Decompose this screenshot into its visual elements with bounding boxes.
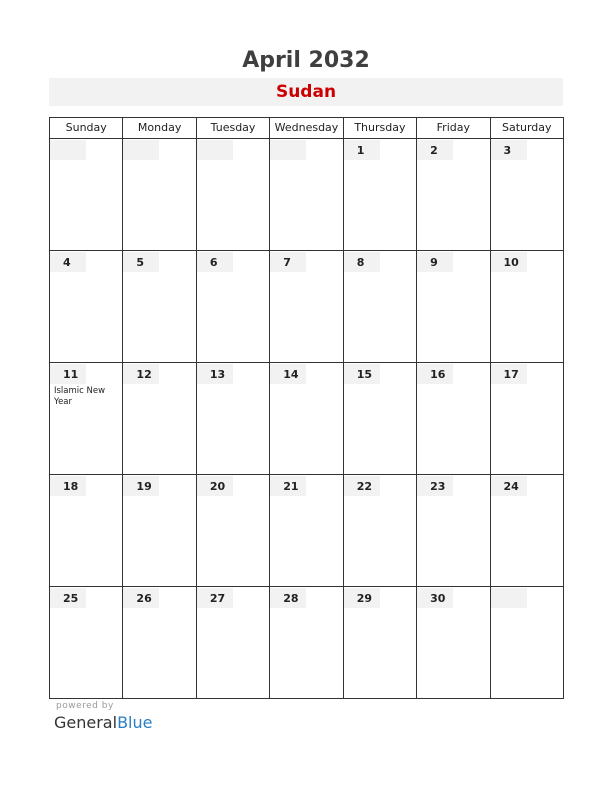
day-number: 4	[50, 252, 86, 272]
day-number	[270, 140, 306, 160]
day-cell[interactable]	[343, 251, 416, 363]
day-cell[interactable]	[50, 251, 123, 363]
day-number: 19	[123, 476, 159, 496]
week-row	[50, 363, 564, 475]
weekday-friday: Friday	[417, 118, 490, 139]
day-number: 9	[417, 252, 453, 272]
day-number: 3	[491, 140, 527, 160]
weekday-tuesday: Tuesday	[196, 118, 269, 139]
day-number	[197, 140, 233, 160]
day-cell[interactable]	[343, 363, 416, 475]
weekday-wednesday: Wednesday	[270, 118, 343, 139]
day-number: 25	[50, 588, 86, 608]
day-cell[interactable]	[50, 363, 123, 475]
day-number: 8	[344, 252, 380, 272]
day-cell[interactable]	[417, 139, 490, 251]
day-number: 6	[197, 252, 233, 272]
day-number: 18	[50, 476, 86, 496]
day-cell[interactable]	[490, 251, 563, 363]
weekday-thursday: Thursday	[343, 118, 416, 139]
day-cell[interactable]	[196, 251, 269, 363]
week-row	[50, 587, 564, 699]
weekday-saturday: Saturday	[490, 118, 563, 139]
day-cell[interactable]	[343, 587, 416, 699]
day-cell[interactable]	[123, 475, 196, 587]
day-cell[interactable]	[417, 587, 490, 699]
day-number: 22	[344, 476, 380, 496]
day-cell[interactable]	[270, 363, 343, 475]
day-number: 26	[123, 588, 159, 608]
day-cell[interactable]	[490, 363, 563, 475]
day-number: 17	[491, 364, 527, 384]
day-cell[interactable]	[196, 139, 269, 251]
day-cell[interactable]	[490, 587, 563, 699]
day-cell[interactable]	[417, 363, 490, 475]
day-cell[interactable]	[196, 363, 269, 475]
weekday-header-row	[50, 118, 564, 139]
day-number: 7	[270, 252, 306, 272]
day-number: 23	[417, 476, 453, 496]
day-cell[interactable]	[270, 139, 343, 251]
day-cell[interactable]	[123, 363, 196, 475]
day-cell[interactable]	[417, 475, 490, 587]
day-number: 13	[197, 364, 233, 384]
day-number	[123, 140, 159, 160]
day-cell[interactable]	[50, 587, 123, 699]
day-number: 21	[270, 476, 306, 496]
day-cell[interactable]	[270, 587, 343, 699]
day-number: 2	[417, 140, 453, 160]
week-row	[50, 251, 564, 363]
day-number: 1	[344, 140, 380, 160]
weekday-monday: Monday	[123, 118, 196, 139]
day-cell[interactable]	[490, 139, 563, 251]
day-number: 16	[417, 364, 453, 384]
day-cell[interactable]	[490, 475, 563, 587]
day-number: 29	[344, 588, 380, 608]
day-number: 14	[270, 364, 306, 384]
day-cell[interactable]	[343, 475, 416, 587]
generalblue-logo[interactable]	[54, 713, 152, 733]
day-number: 20	[197, 476, 233, 496]
day-cell[interactable]	[123, 139, 196, 251]
day-cell[interactable]	[50, 139, 123, 251]
day-cell[interactable]	[123, 587, 196, 699]
day-cell[interactable]	[270, 475, 343, 587]
day-number	[50, 140, 86, 160]
day-number: 28	[270, 588, 306, 608]
brand-general-text: General	[54, 713, 118, 732]
day-number: 10	[491, 252, 527, 272]
day-number: 11	[50, 364, 86, 384]
day-number: 5	[123, 252, 159, 272]
day-cell[interactable]	[123, 251, 196, 363]
day-cell[interactable]	[270, 251, 343, 363]
day-number: 15	[344, 364, 380, 384]
brand-blue-text: Blue	[117, 713, 153, 732]
day-cell[interactable]	[196, 475, 269, 587]
week-row	[50, 139, 564, 251]
day-cell[interactable]	[50, 475, 123, 587]
page-title: April 2032	[242, 48, 370, 73]
weekday-sunday: Sunday	[50, 118, 123, 139]
day-number: 27	[197, 588, 233, 608]
powered-by-label: powered by	[56, 701, 114, 711]
day-cell[interactable]	[196, 587, 269, 699]
day-cell[interactable]	[417, 251, 490, 363]
calendar-grid	[49, 117, 564, 699]
country-banner: Sudan	[49, 78, 563, 106]
day-number: 12	[123, 364, 159, 384]
week-row	[50, 475, 564, 587]
day-cell[interactable]	[343, 139, 416, 251]
holiday-label: Islamic New Year	[54, 386, 106, 407]
day-number: 24	[491, 476, 527, 496]
day-number	[491, 588, 527, 608]
day-number: 30	[417, 588, 453, 608]
